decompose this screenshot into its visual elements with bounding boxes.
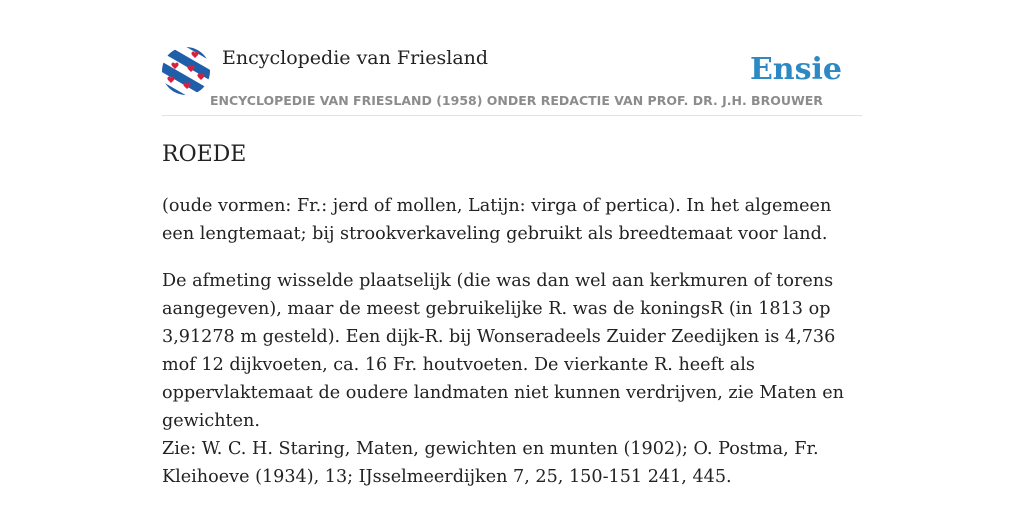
article-references: Zie: W. C. H. Staring, Maten, gewichten en munten (1902); O. Postma, Fr. Kleihoeve (1934), 13; IJsselmeerdijken 7, 25, 150-151 241, 445.: [162, 439, 819, 487]
site-title[interactable]: Encyclopedie van Friesland: [222, 47, 489, 69]
friesland-flag-icon[interactable]: [162, 47, 210, 95]
article-paragraph: (oude vormen: Fr.: jerd of mollen, Latijn: virga of pertica). In het algemeen een lengtemaat; bij strookverkaveling gebruikt als breedtemaat voor land.: [162, 196, 832, 244]
article-headword: ROEDE: [162, 142, 247, 167]
header-divider: [162, 115, 862, 116]
ensie-brand-logo[interactable]: Ensie: [749, 52, 842, 87]
encyclopedia-subtitle: ENCYCLOPEDIE VAN FRIESLAND (1958) ONDER REDACTIE VAN PROF. DR. J.H. BROUWER: [210, 93, 823, 108]
article-paragraph: De afmeting wisselde plaatselijk (die was dan wel aan kerkmuren of torens aangegeven), maar de meest gebruikelijke R. was de koningsR (in 1813 op 3,91278 m gesteld). Een dijk-R. bij Wonseradeels Zuider Zeedijken is 4,736 mof 12 dijkvoeten, ca. 16 Fr. houtvoeten. De vierkante R. heeft als oppervlaktemaat de oudere landmaten niet kunnen verdrijven, zie Maten en gewichten.: [162, 271, 844, 431]
